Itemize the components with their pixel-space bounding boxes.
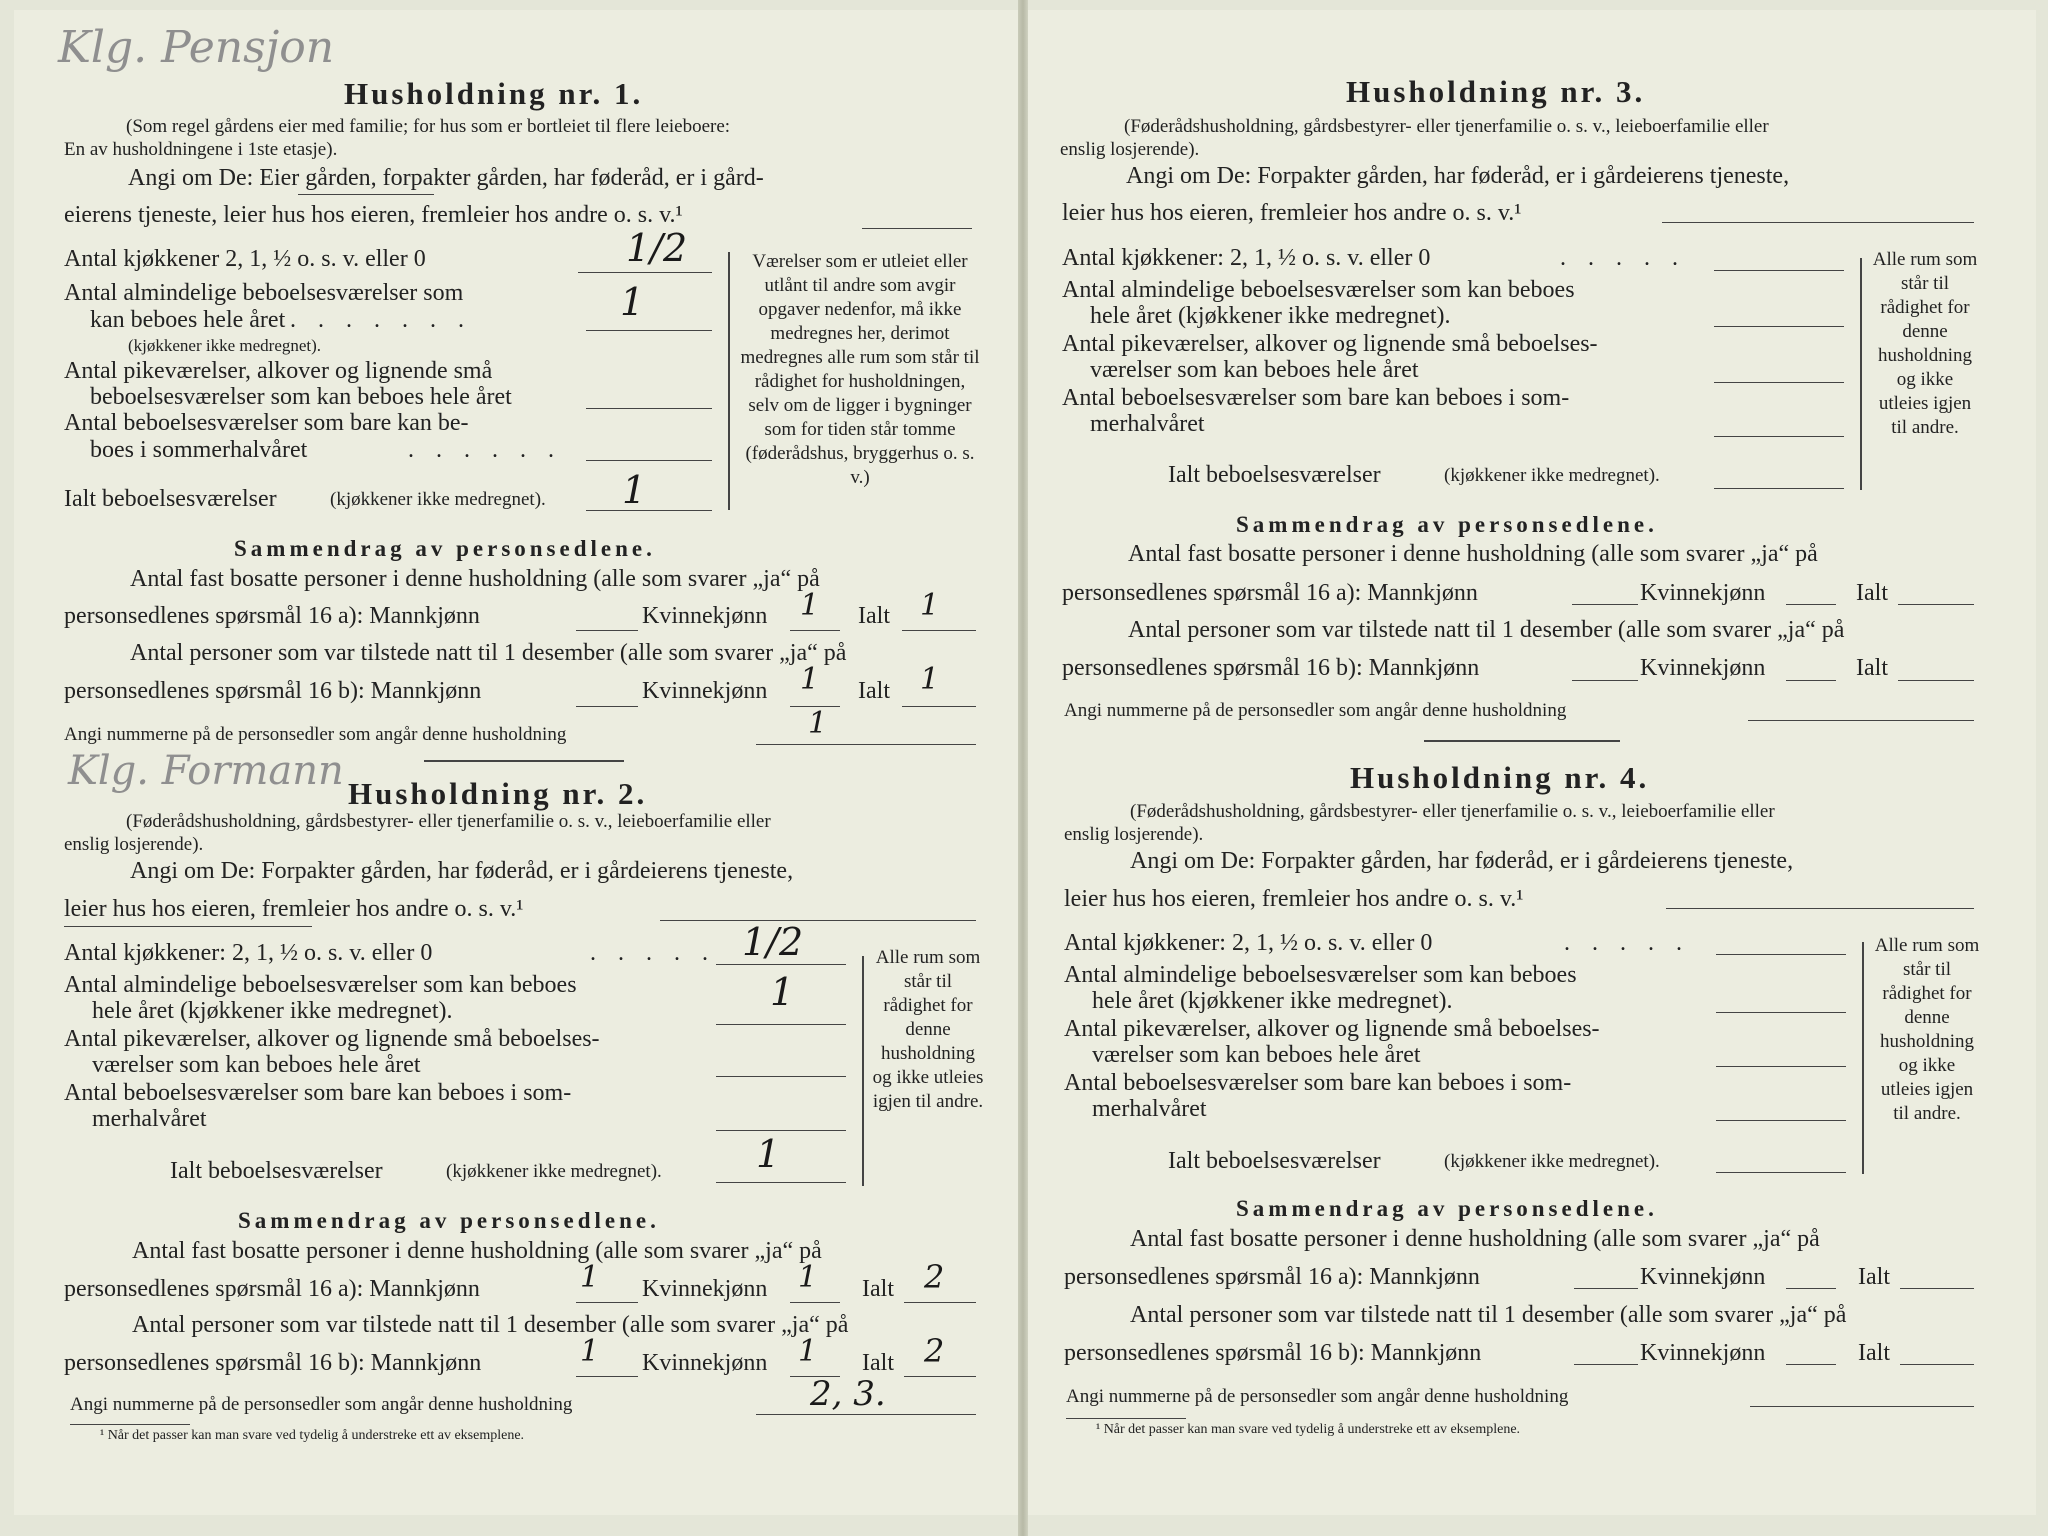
h1-intro-2: En av husholdningene i 1ste etasje). xyxy=(64,139,338,160)
handwritten-note-2: Klg. Formann xyxy=(68,748,344,794)
household-2-title: Husholdning nr. 2. xyxy=(348,776,648,811)
h1-angi-2: eierens tjeneste, leier hus hos eieren, fremleier hos andre o. s. v.¹ xyxy=(64,202,683,228)
page-fold xyxy=(1018,0,1028,1536)
h1-rooms-a: Antal almindelige beboelsesværelser som xyxy=(64,280,464,306)
eier-underline xyxy=(298,194,434,195)
h1-kitchens: Antal kjøkkener 2, 1, ½ o. s. v. eller 0 xyxy=(64,246,426,272)
h1-summary-title: Sammendrag av personsedlene. xyxy=(234,536,656,561)
h1-intro-1: (Som regel gårdens eier med familie; for hus som er bortleiet til flere leieboere: xyxy=(126,116,731,137)
h1-angi-1: Angi om De: Eier gården, forpakter gården, har føderåd, er i gård- xyxy=(128,165,764,191)
h1-side-note: Værelser som er utleiet eller utlånt til andre som avgir opgaver nedenfor, må ikke medregnes her, derimot medregnes alle rum som står til rådighet for husholdningen, selv om de ligger i bygninger som for tiden står tomme (føderådshus, bryggerhus o. s. v.) xyxy=(740,251,980,488)
household-1-title: Husholdning nr. 1. xyxy=(344,76,644,111)
household-4-title: Husholdning nr. 4. xyxy=(1350,760,1650,795)
h3-side-note: Alle rum som står til rådighet for denne husholdning og ikke utleies igjen til andre. xyxy=(1872,249,1978,438)
h1-kitchens-value: 1/2 xyxy=(626,226,688,270)
household-3-title: Husholdning nr. 3. xyxy=(1346,74,1646,109)
h2-side-note: Alle rum som står til rådighet for denne husholdning og ikke utleies igjen til andre. xyxy=(872,947,984,1112)
h1-rooms-b: kan beboes hele året xyxy=(90,307,286,333)
h1-total-value: 1 xyxy=(622,468,647,512)
h1-angi-line xyxy=(862,228,972,229)
scanned-document: Klg. Pensjon Husholdning nr. 1. (Som regel gårdens eier med familie; for hus som er bortleiet til flere leieboere: En av husholdningene i 1ste etasje). Angi om De: Eier gården, forpakter gården, har føderåd, er i gård- eierens tjeneste, leier hus hos eieren, fremleier hos andre o. s. v.¹ Antal kjøkkener 2, 1, ½ o. s. v. eller 0 1/2 Antal almindelige beboelsesværelser som kan beboes hele året . . . . . . . 1 (kjøkkener ikke medregnet). Antal pikeværelser, alkover og lignende små beboelsesværelser som kan beboes hele året Antal beboelsesværelser som bare kan be- boes i sommerhalvåret . . . . . . Ialt beboelsesværelser (kjøkkener ikke medregnet). 1 Værelser som er utleiet eller utlånt til andre som avgir opgaver nedenfor, må ikke medregnes her, derimot medregnes alle rum som står til rådighet for husholdningen, selv om de ligger i bygninger som for tiden står tomme (føderådshus, bryggerhus o. s. v.) Sammendrag av personsedlene. Antal fast bosatte personer i denne husholdning (alle som svarer „ja“ på personsedlenes spørsmål 16 a): Mannkjønn Kvinnekjønn 1 Ialt 1 Antal personer som var tilstede natt til 1 desember (alle som svarer „ja“ på personsedlenes spørsmål 16 b): Mannkjønn Kvinnekjønn 1 Ialt 1 Angi nummerne på de personsedler som angår denne husholdning 1 Klg. Formann Husholdning nr. 2. (Føderådshusholdning, gårdsbestyrer- eller tjenerfamilie o. s. v., leieboerfamilie eller enslig losjerende). Angi om De: Forpakter gården, har føderåd, er i gårdeierens tjeneste, leier hus hos eieren, fremleier hos andre o. s. v.¹ Antal kjøkkener: 2, 1, ½ o. s. v. eller 0 . . . . . 1/2 Antal almindelige beboelsesværelser som kan beboes hele året (kjøkkener ikke medregnet). 1 Antal pikeværelser, alkover og lignende små beboelses- værelser som kan beboes hele året Antal beboelsesværelser som bare kan beboes i som- merhalvåret Ialt beboelsesværelser (kjøkkener ikke medregnet). 1 Alle rum som står til rådighet for denne husholdning og ikke utleies igjen til andre. Sammendrag av personsedlene. Antal fast bosatte personer i denne husholdning (alle som svarer „ja“ på personsedlenes spørsmål 16 a): Mannkjønn 1 Kvinnekjønn 1 Ialt 2 Antal personer som var tilstede natt til 1 desember (alle som svarer „ja“ på personsedlenes spørsmål 16 b): Mannkjønn 1 Kvinnekjønn 1 Ialt 2 Angi nummerne på de personsedler som angår denne husholdning 2, 3. ¹ Når det passer kan man svare ved tydelig å understreke ett av eksemplene. Husholdning nr. 3. (Føderådshusholdning, gårdsbestyrer- eller tjenerfamilie o. s. v., leieboerfamilie eller enslig losjerende). Angi om De: Forpakter gården, har føderåd, er i gårdeierens tjeneste, leier hus hos eieren, fremleier hos andre o. s. v.¹ Antal kjøkkener: 2, 1, ½ o. s. v. eller 0 . . . . . Antal almindelige beboelsesværelser som kan beboes hele året (kjøkkener ikke medregnet). Antal pikeværelser, alkover og lignende små beboelses- værelser som kan beboes hele året Antal beboelsesværelser som bare kan beboes i som- merhalvåret Ialt beboelsesværelser (kjøkkener ikke medregnet). Alle rum som står til rådighet for denne husholdning og ikke utleies igjen til andre. Sammendrag av personsedlene. Antal fast bosatte personer i denne husholdning (alle som svarer „ja“ på personsedlenes spørsmål 16 a): Mannkjønn Kvinnekjønn Ialt Antal personer som var tilstede natt til 1 desember (alle som svarer „ja“ på personsedlenes spørsmål 16 b): Mannkjønn Kvinnekjønn Ialt Angi nummerne på de personsedler som angår denne husholdning Husholdning nr. 4. (Føderådshusholdning, gårdsbestyrer- eller tjenerfamilie o. s. v., leieboerfamilie eller enslig losjerende). Angi om De: Forpakter gården, har føderåd, er i gårdeierens tjeneste, leier hus hos eieren, fremleier hos andre o. s. v.¹ Antal kjøkkener: 2, 1, ½ o. s. v. eller 0 . . . . . Antal almindelige beboelsesværelser som kan beboes hele året (kjøkkener ikke medregnet). Antal pikeværelser, alkover og lignende små beboelses- værelser som kan beboes hele året Antal beboelsesværelser som bare kan beboes i som- merhalvåret Ialt beboelsesværelser (kjøkkener ikke medregnet). Alle rum som står til rådighet for denne husholdning og ikke utleies igjen til andre. Sammendrag av personsedlene. Antal fast bosatte personer i denne husholdning (alle som svarer „ja“ på personsedlenes spørsmål 16 a): Mannkjønn Kvinnekjønn Ialt Antal personer som var tilstede natt til 1 desember (alle som svarer „ja“ på personsedlenes spørsmål 16 b): Mannkjønn Kvinnekjønn Ialt Angi nummerne på de personsedler som angår denne husholdning ¹ Når det passer kan man svare ved tydelig å understreke ett av eksemplene. xyxy=(0,0,2048,1536)
h1-rooms-value: 1 xyxy=(620,280,645,324)
handwritten-note: Klg. Pensjon xyxy=(58,22,335,73)
leier-underline xyxy=(64,926,312,927)
h4-side-note: Alle rum som står til rådighet for denne husholdning og ikke utleies igjen til andre. xyxy=(1874,935,1980,1124)
